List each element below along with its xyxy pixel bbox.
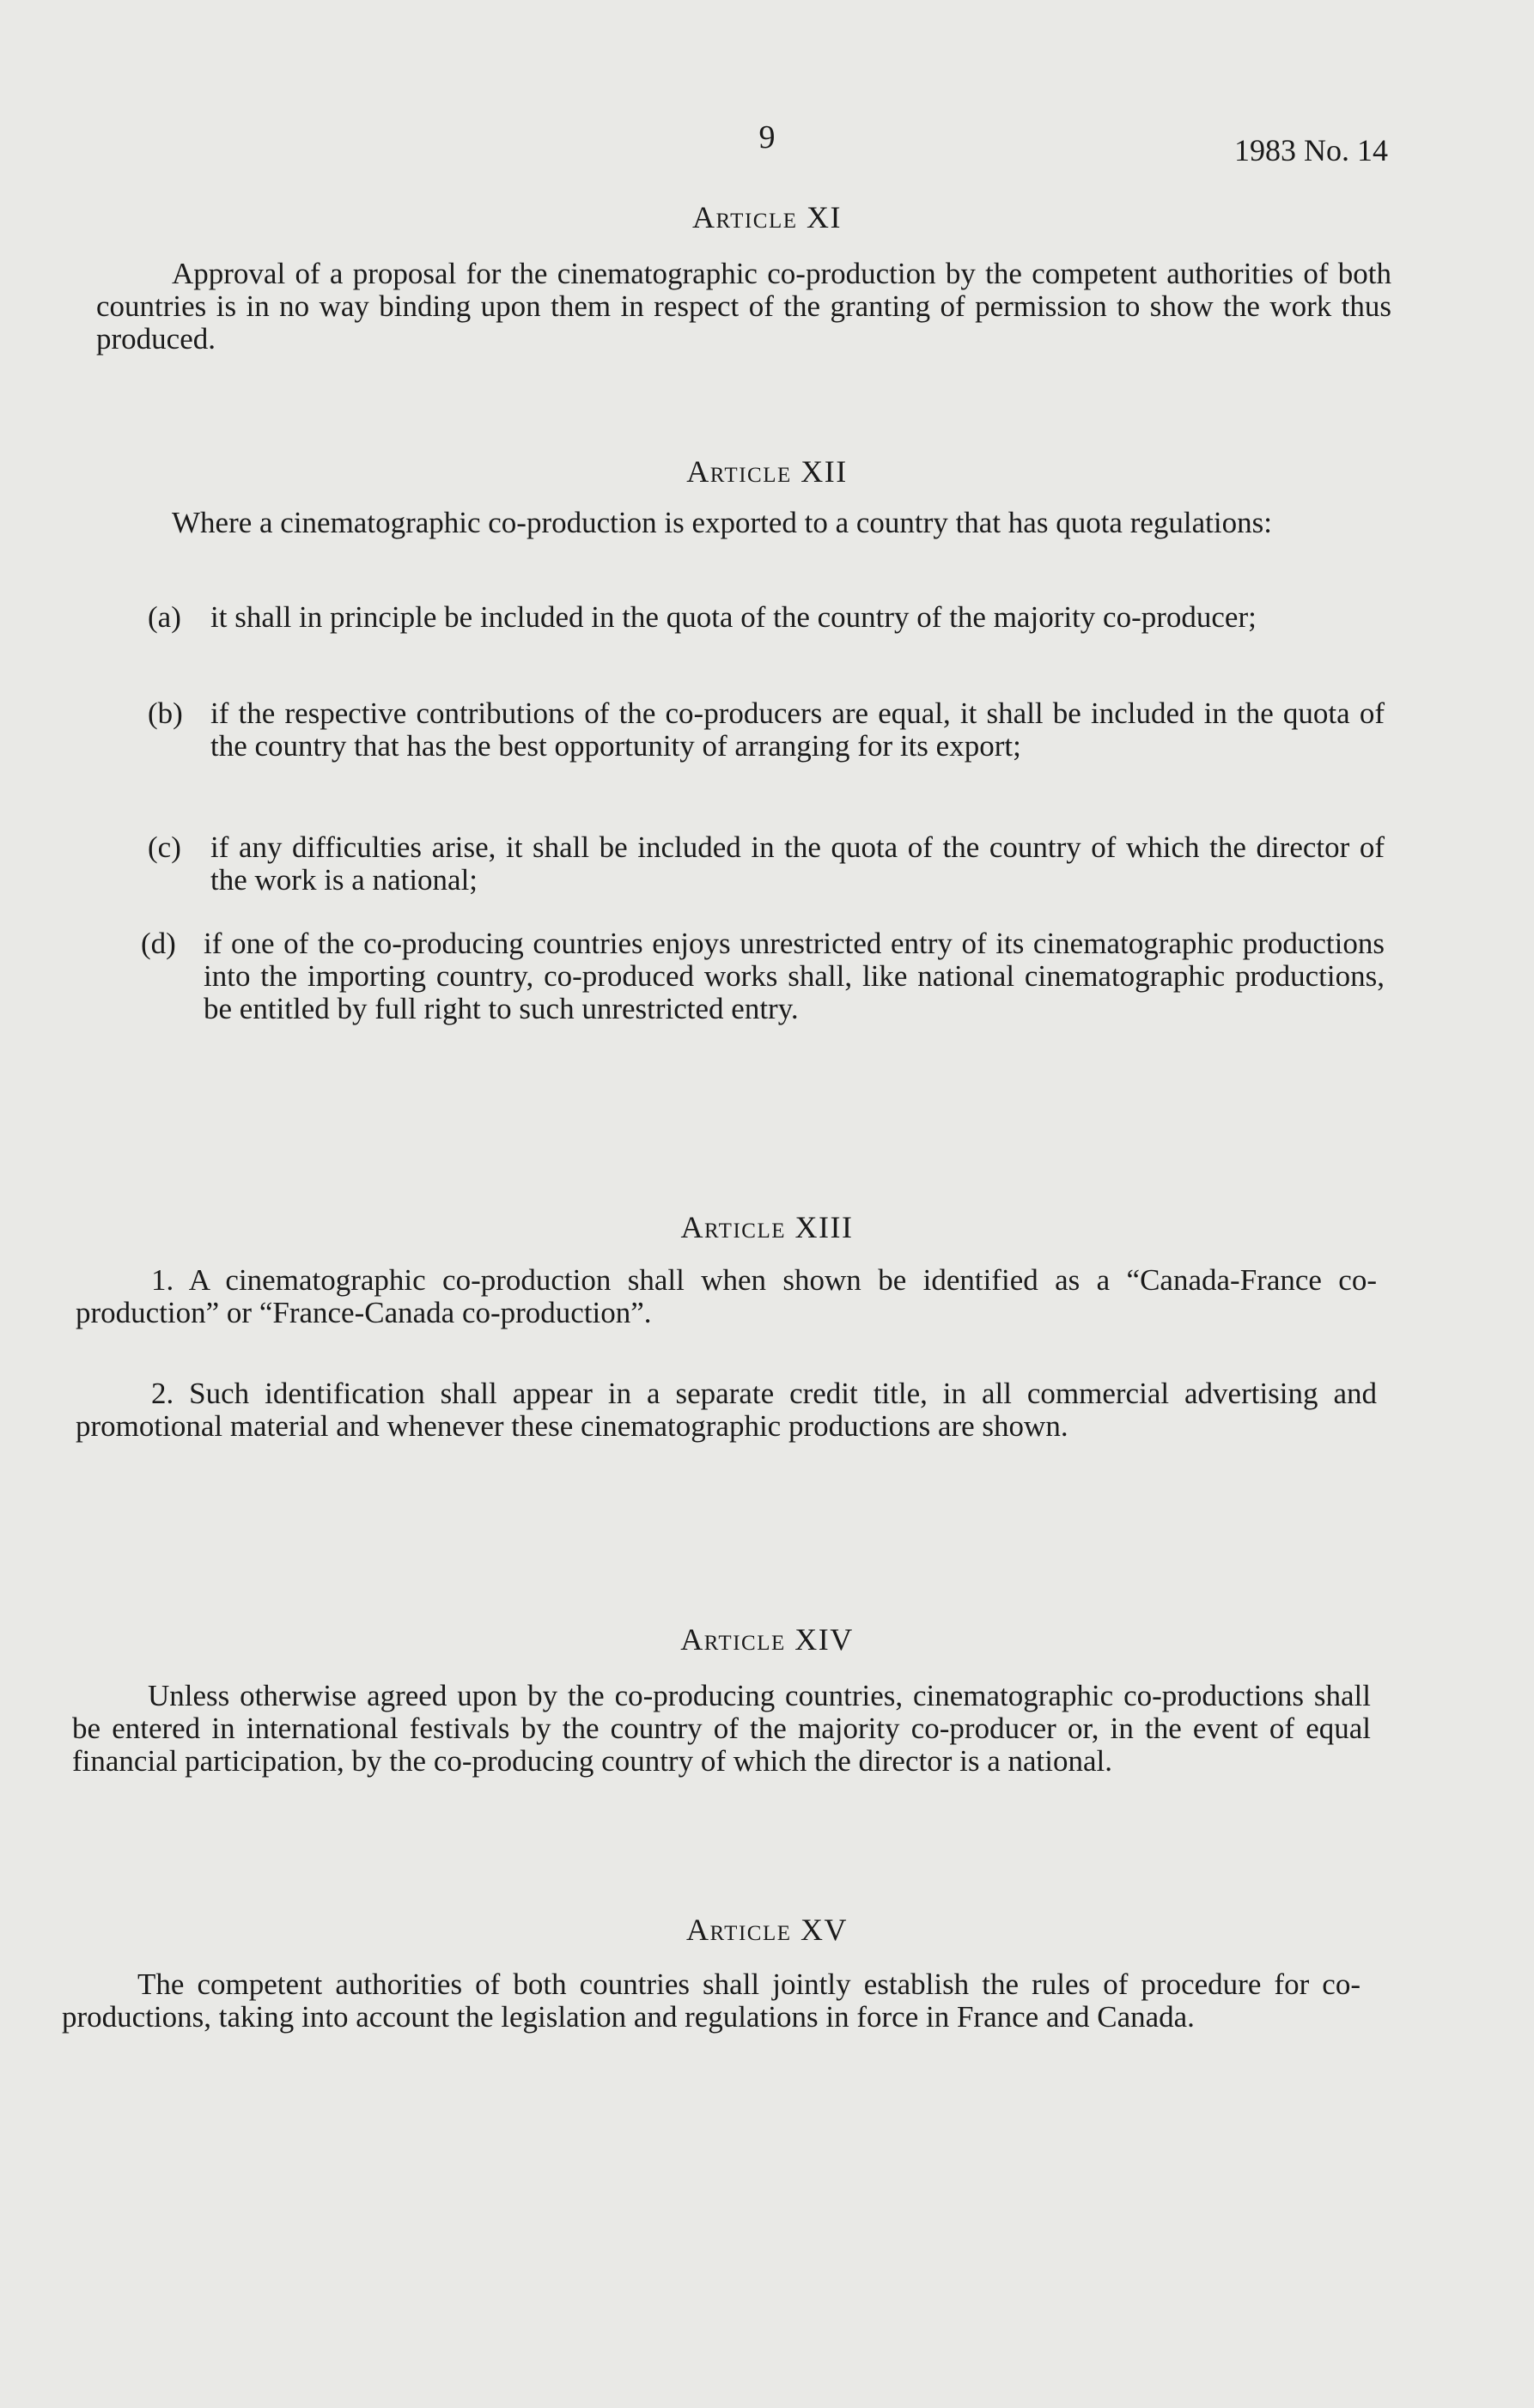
running-head: 1983 No. 14	[1234, 133, 1388, 167]
item-label: (b)	[148, 696, 183, 730]
article-xv-heading: Article XV	[686, 1912, 848, 1947]
article-xii-heading: Article XII	[686, 454, 848, 489]
article-xii-item-c	[148, 831, 1385, 897]
item-label: (d)	[141, 927, 176, 960]
page-number: 9	[758, 119, 776, 155]
article-xii-item-b	[148, 697, 1385, 763]
item-text: if one of the co-producing countries enjoys unrestricted entry of its cinematographic productions into the importing country, co-produced works shall, like national cinematographic productions, be entitled by full right to such unrestricted entry.	[204, 927, 1385, 1025]
article-xii-item-d	[141, 927, 1385, 1025]
article-xii-item-a	[148, 601, 1385, 634]
article-xi-paragraph: Approval of a proposal for the cinematographic co-production by the competent authorities of both countries is in no way binding upon them in respect of the granting of permission to show the work thus produced.	[96, 257, 1391, 356]
article-xiv-paragraph: Unless otherwise agreed upon by the co-producing countries, cinematographic co-productions shall be entered in international festivals by the country of the majority co-producer or, in the event of equal financial participation, by the co-producing country of which the director is a national.	[72, 1679, 1371, 1778]
article-xi-heading: Article XI	[692, 200, 842, 234]
article-xiv-heading: Article XIV	[680, 1622, 854, 1657]
item-label: (c)	[148, 830, 181, 864]
article-xii-intro: Where a cinematographic co-production is exported to a country that has quota regulations:	[172, 506, 1272, 539]
item-text: it shall in principle be included in the quota of the country of the majority co-producer;	[210, 600, 1257, 634]
item-text: if the respective contributions of the co-producers are equal, it shall be included in the quota of the country that has the best opportunity of arranging for its export;	[210, 696, 1385, 763]
article-xiii-paragraph-1: 1. A cinematographic co-production shall when shown be identified as a “Canada-France co-production” or “France-Canada co-production”.	[76, 1263, 1377, 1329]
item-text: if any difficulties arise, it shall be included in the quota of the country of which the director of the work is a national;	[210, 830, 1385, 897]
article-xiii-heading: Article XIII	[680, 1210, 854, 1244]
article-xv-paragraph: The competent authorities of both countries shall jointly establish the rules of procedure for co-productions, taking into account the legislation and regulations in force in France and Canada.	[62, 1967, 1361, 2034]
item-label: (a)	[148, 600, 181, 634]
article-xiii-paragraph-2: 2. Such identification shall appear in a separate credit title, in all commercial advertising and promotional material and whenever these cinematographic productions are shown.	[76, 1377, 1377, 1443]
